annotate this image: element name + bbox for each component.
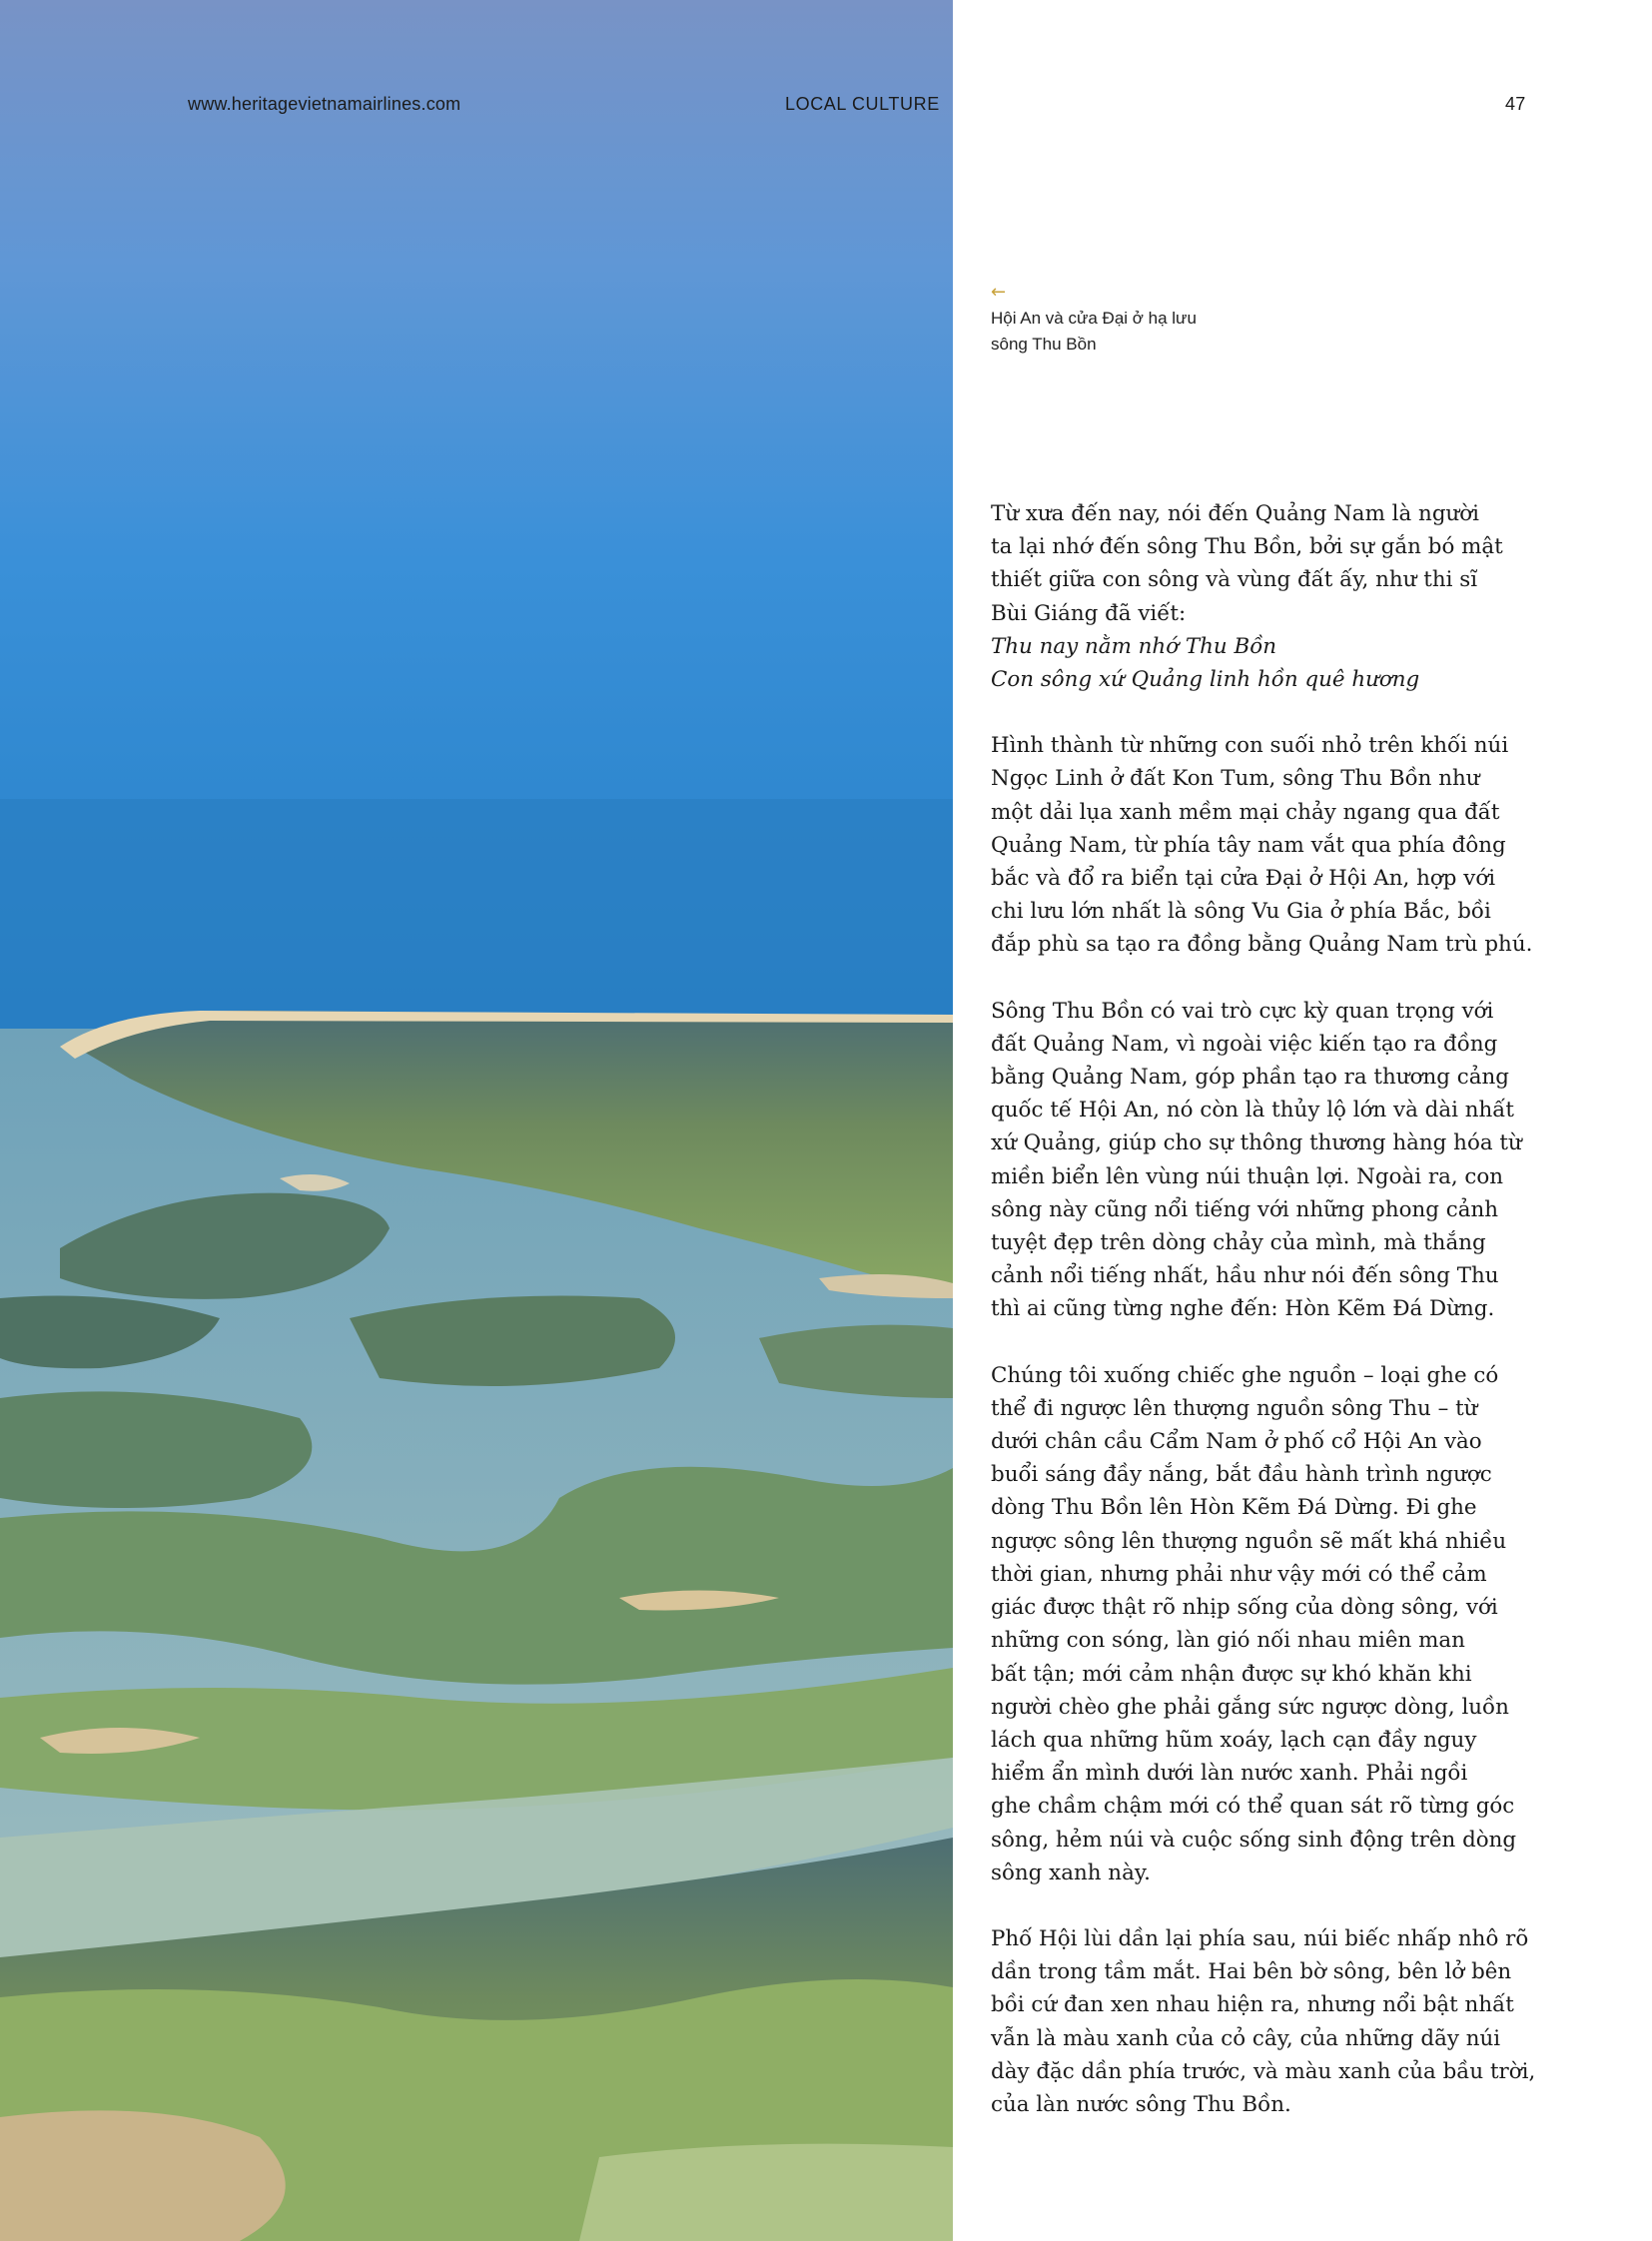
- text-line: chi lưu lớn nhất là sông Vu Gia ở phía Bắc, bồi: [991, 899, 1491, 925]
- text-line: đất Quảng Nam, vì ngoài việc kiến tạo ra đồng: [991, 1031, 1498, 1057]
- poem-line: Thu nay nằm nhớ Thu Bồn: [991, 633, 1277, 659]
- text-line: quốc tế Hội An, nó còn là thủy lộ lớn và dài nhất: [991, 1098, 1514, 1123]
- poem-line: Con sông xứ Quảng linh hồn quê hương: [991, 667, 1420, 693]
- text-line: hiểm ẩn mình dưới làn nước xanh. Phải ngồi: [991, 1761, 1468, 1787]
- paragraph-scenery: [991, 1922, 1536, 2121]
- text-line: miền biển lên vùng núi thuận lợi. Ngoài ra, con: [991, 1163, 1504, 1189]
- paragraph-origin: [991, 729, 1533, 961]
- text-line: Sông Thu Bồn có vai trò cực kỳ quan trọng với: [991, 998, 1494, 1024]
- text-line: Quảng Nam, từ phía tây nam vắt qua phía đông: [991, 832, 1506, 858]
- text-line: dưới chân cầu Cẩm Nam ở phố cổ Hội An vào: [991, 1429, 1482, 1455]
- paragraph-role: [991, 995, 1530, 1326]
- text-line: Chúng tôi xuống chiếc ghe nguồn – loại ghe có: [991, 1362, 1499, 1388]
- text-line: Phố Hội lùi dần lại phía sau, núi biếc nhấp nhô rõ: [991, 1925, 1529, 1951]
- text-line: cảnh nổi tiếng nhất, hầu như nói đến sông Thu: [991, 1263, 1499, 1289]
- text-line: Ngọc Linh ở đất Kon Tum, sông Thu Bồn như: [991, 766, 1480, 792]
- text-line: giác được thật rõ nhịp sống của dòng sông, với: [991, 1595, 1498, 1621]
- article-body: [991, 497, 1536, 2154]
- text-line: lách qua những hũm xoáy, lạch cạn đầy nguy: [991, 1727, 1477, 1753]
- text-line: những con sóng, làn gió nối nhau miên man: [991, 1628, 1465, 1654]
- text-line: ta lại nhớ đến sông Thu Bồn, bởi sự gắn bó mật: [991, 534, 1503, 560]
- text-line: buổi sáng đầy nắng, bắt đầu hành trình ngược: [991, 1462, 1492, 1488]
- page-number: 47: [1505, 94, 1526, 114]
- text-line: sông này cũng nổi tiếng với những phong cảnh: [991, 1196, 1499, 1222]
- text-line: đắp phù sa tạo ra đồng bằng Quảng Nam trù phú.: [991, 932, 1533, 958]
- text-line: một dải lụa xanh mềm mại chảy ngang qua đất: [991, 799, 1500, 825]
- text-line: của làn nước sông Thu Bồn.: [991, 2091, 1291, 2117]
- paragraph-journey: [991, 1359, 1530, 1889]
- caption-line: Hội An và cửa Đại ở hạ lưu: [991, 309, 1197, 328]
- section-label: LOCAL CULTURE: [785, 94, 940, 114]
- text-line: sông, hẻm núi và cuộc sống sinh động trên dòng: [991, 1827, 1517, 1853]
- arrow-left-icon: ←: [991, 282, 1007, 303]
- text-line: Bùi Giáng đã viết:: [991, 600, 1187, 626]
- text-line: bất tận; mới cảm nhận được sự khó khăn khi: [991, 1661, 1472, 1687]
- text-line: bằng Quảng Nam, góp phần tạo ra thương cảng: [991, 1065, 1509, 1091]
- photo-caption: [991, 306, 1250, 358]
- text-line: thì ai cũng từng nghe đến: Hòn Kẽm Đá Dừng.: [991, 1296, 1495, 1322]
- text-line: dòng Thu Bồn lên Hòn Kẽm Đá Dừng. Đi ghe: [991, 1495, 1477, 1521]
- text-line: dần trong tầm mắt. Hai bên bờ sông, bên lở bên: [991, 1959, 1512, 1985]
- text-line: bắc và đổ ra biển tại cửa Đại ở Hội An, hợp với: [991, 866, 1496, 892]
- text-line: thiết giữa con sông và vùng đất ấy, như thi sĩ: [991, 567, 1478, 593]
- text-line: ngược sông lên thượng nguồn sẽ mất khá nhiều: [991, 1528, 1507, 1554]
- text-line: xứ Quảng, giúp cho sự thông thương hàng hóa từ: [991, 1130, 1522, 1156]
- text-line: thể đi ngược lên thượng nguồn sông Thu – từ: [991, 1395, 1478, 1421]
- caption-line: sông Thu Bồn: [991, 335, 1097, 354]
- text-line: bồi cứ đan xen nhau hiện ra, nhưng nổi bật nhất: [991, 1992, 1514, 2018]
- text-line: tuyệt đẹp trên dòng chảy của mình, mà thắng: [991, 1230, 1486, 1256]
- text-line: người chèo ghe phải gắng sức ngược dòng, luồn: [991, 1694, 1509, 1720]
- text-line: Hình thành từ những con suối nhỏ trên khối núi: [991, 733, 1509, 759]
- text-line: dày đặc dần phía trước, và màu xanh của bầu trời,: [991, 2058, 1536, 2084]
- text-line: sông xanh này.: [991, 1860, 1151, 1885]
- text-line: Từ xưa đến nay, nói đến Quảng Nam là người: [991, 501, 1480, 526]
- website-url: www.heritagevietnamairlines.com: [188, 94, 461, 114]
- text-line: thời gian, nhưng phải như vậy mới có thể cảm: [991, 1561, 1487, 1587]
- paragraph-intro: [991, 497, 1530, 696]
- text-line: vẫn là màu xanh của cỏ cây, của những dãy núi: [991, 2025, 1501, 2051]
- text-line: ghe chầm chậm mới có thể quan sát rõ từng góc: [991, 1794, 1515, 1820]
